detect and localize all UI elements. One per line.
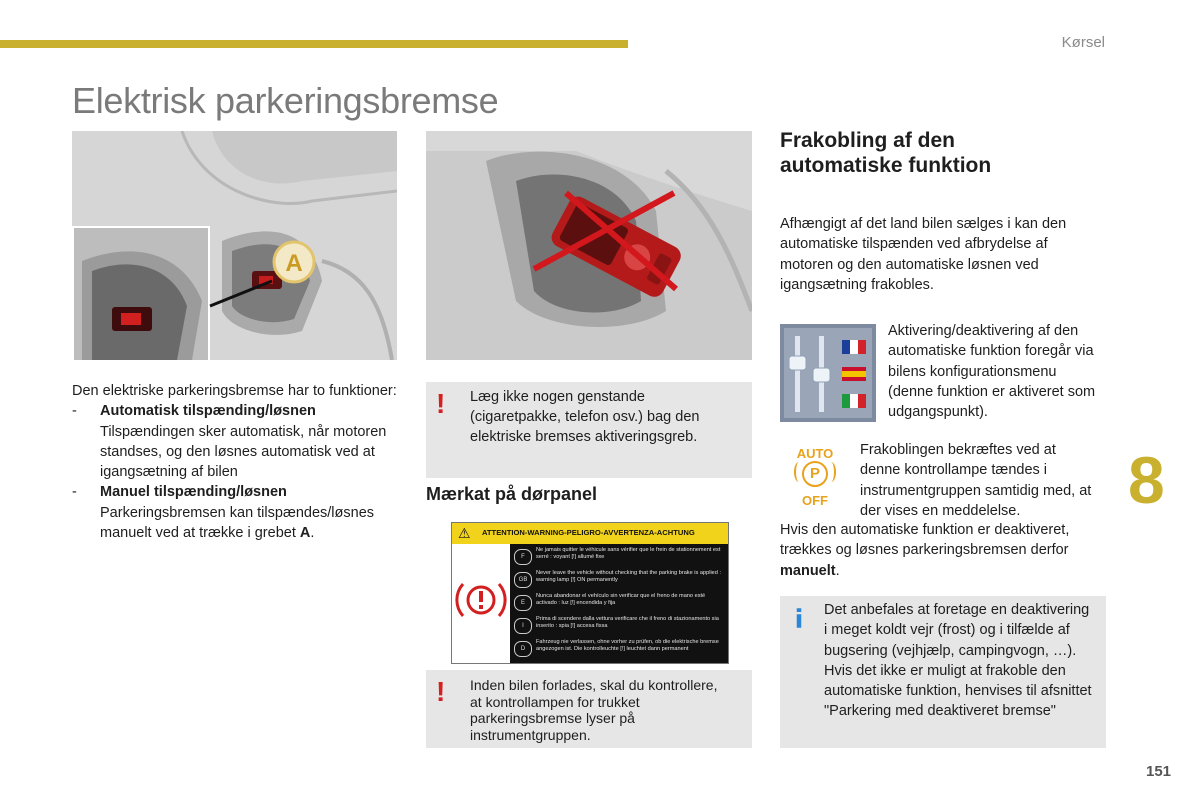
deactivation-intro: Afhængigt af det land bilen sælges i kan den automatiske tilspænden ved afbrydelse af motoren og den automatiske løsnen ved igangsætning frakobles. bbox=[780, 216, 1067, 293]
deactivation-heading: Frakobling af den automatiske funktion bbox=[780, 129, 992, 177]
page-number: 151 bbox=[1146, 763, 1172, 780]
flag-badge: GB bbox=[514, 572, 532, 588]
section-label: Kørsel bbox=[1061, 34, 1105, 51]
warning-text: Inden bilen forlades, skal du kontrollere, at kontrollampen for trukket parkeringsbremse lyser på instrumentgruppen. bbox=[470, 677, 718, 743]
manual-mode-bold: manuelt bbox=[780, 562, 836, 579]
p-label: P bbox=[809, 465, 820, 482]
flag-badge: I bbox=[514, 618, 532, 634]
p-arc-left bbox=[794, 462, 804, 482]
info-box-recommendation bbox=[780, 596, 1106, 748]
parking-brake-photo bbox=[72, 131, 397, 360]
sticker-header bbox=[452, 523, 728, 544]
warning-text: Læg ikke nogen genstande (cigaretpakke, telefon osv.) bag den elektriske bremses aktiveringsgreb. bbox=[470, 389, 700, 445]
sticker-brake-panel bbox=[452, 544, 510, 663]
sticker-warning-triangle-icon: ⚠ bbox=[458, 525, 471, 541]
confirmation-text: Frakoblingen bekræftes ved at denne kontrollampe tændes i instrumentgruppen samtidig med, at der vises en meddelelse. bbox=[860, 442, 1092, 519]
warning-box-objects bbox=[426, 382, 752, 478]
list-item-text-end: . bbox=[310, 525, 315, 542]
p-arc-right bbox=[826, 462, 836, 482]
door-sticker bbox=[451, 522, 729, 664]
sticker-line bbox=[514, 570, 724, 593]
page-title: Elektrisk parkeringsbremse bbox=[72, 80, 499, 121]
flag-badge: D bbox=[514, 641, 532, 657]
warning-exclamation-icon: ! bbox=[436, 676, 446, 707]
info-text: Det anbefales at foretage en deaktivering i meget koldt vejr (frost) og i tilfælde af bugsering (vejhjælp, campingvogn, …). Hvis det ikke er muligt at frakoble den automatiske funktion, henvises til afsnittet "Parkering med deaktiveret bremse" bbox=[824, 602, 1092, 720]
function-list bbox=[72, 401, 402, 543]
info-icon bbox=[796, 606, 802, 630]
list-item bbox=[72, 482, 402, 543]
list-item-title: Manuel tilspænding/løsnen bbox=[100, 484, 287, 501]
warning-box-check-lamp bbox=[426, 670, 752, 748]
auto-label: AUTO bbox=[796, 446, 834, 461]
off-label: OFF bbox=[802, 493, 828, 508]
sticker-line bbox=[514, 616, 724, 639]
list-item-text: Tilspændingen sker automatisk, når motoren standses, og den løsnes automatisk ved at igangsætning af bilen bbox=[100, 423, 387, 481]
flag-badge: F bbox=[514, 549, 532, 565]
header-accent-bar bbox=[0, 40, 628, 48]
lever-reference: A bbox=[299, 525, 311, 542]
brake-warning-icon bbox=[452, 544, 510, 663]
list-dash: - bbox=[72, 403, 77, 420]
flag-badge: E bbox=[514, 595, 532, 611]
callout-a-label: A bbox=[285, 250, 303, 277]
chapter-number: 8 bbox=[1128, 443, 1165, 517]
sticker-line-text: Nunca abandonar el vehículo sin verificar que el freno de mano esté activado : luz [!] encendida y fija bbox=[536, 593, 706, 606]
sticker-line bbox=[514, 639, 724, 662]
config-menu-text: Aktivering/deaktivering af den automatiske funktion foregår via bilens konfigurationsmenu (denne funktion er aktiveret som udgangspunkt). bbox=[888, 323, 1096, 421]
warning-exclamation-icon: ! bbox=[436, 388, 446, 419]
list-item-text: Parkeringsbremsen kan tilspændes/løsnes manuelt ved at trække i grebet bbox=[100, 504, 375, 542]
manual-mode-text-end: . bbox=[835, 562, 840, 579]
manual-mode-text bbox=[780, 520, 1100, 581]
sticker-header-text: ATTENTION-WARNING-PELIGRO-AVVERTENZA-ACHTUNG bbox=[482, 528, 695, 537]
config-menu-image bbox=[780, 324, 876, 422]
flag-fr-icon bbox=[842, 340, 866, 354]
door-label-heading: Mærkat på dørpanel bbox=[426, 484, 598, 504]
manual-mode-text-main: Hvis den automatiske funktion er deaktiveret, trækkes og løsnes parkeringsbremsen derfor bbox=[780, 522, 1070, 559]
flag-es-icon bbox=[842, 367, 866, 381]
sticker-lines bbox=[514, 547, 724, 662]
sticker-line-text: Prima di scendere dalla vettura verificare che il freno di stazionamento sia inserito : spia [!] accesa fissa bbox=[536, 616, 719, 629]
list-dash: - bbox=[72, 484, 77, 501]
sticker-line-text: Ne jamais quitter le véhicule sans vérifier que le frein de stationnement est serré : voyant [!] allumé fixe bbox=[536, 547, 721, 560]
flag-it-icon bbox=[842, 394, 866, 408]
list-item-title: Automatisk tilspænding/løsnen bbox=[100, 403, 316, 420]
crossed-phone-photo bbox=[426, 131, 752, 360]
sticker-line bbox=[514, 547, 724, 570]
auto-park-off-icon bbox=[786, 446, 844, 510]
intro-text bbox=[72, 381, 402, 543]
intro-lead: Den elektriske parkeringsbremse har to funktioner: bbox=[72, 383, 397, 399]
list-item bbox=[72, 401, 402, 482]
sticker-line bbox=[514, 593, 724, 616]
sticker-line-text: Never leave the vehicle without checking that the parking brake is applied : warning lamp [!] ON permanently bbox=[536, 570, 722, 583]
sticker-line-text: Fahrzeug nie verlassen, ohne vorher zu prüfen, ob die elektrische bremse angezogen ist. Die kontrolleuchte [!] leuchtet dann permanent bbox=[536, 639, 719, 652]
p-circle bbox=[802, 461, 828, 487]
